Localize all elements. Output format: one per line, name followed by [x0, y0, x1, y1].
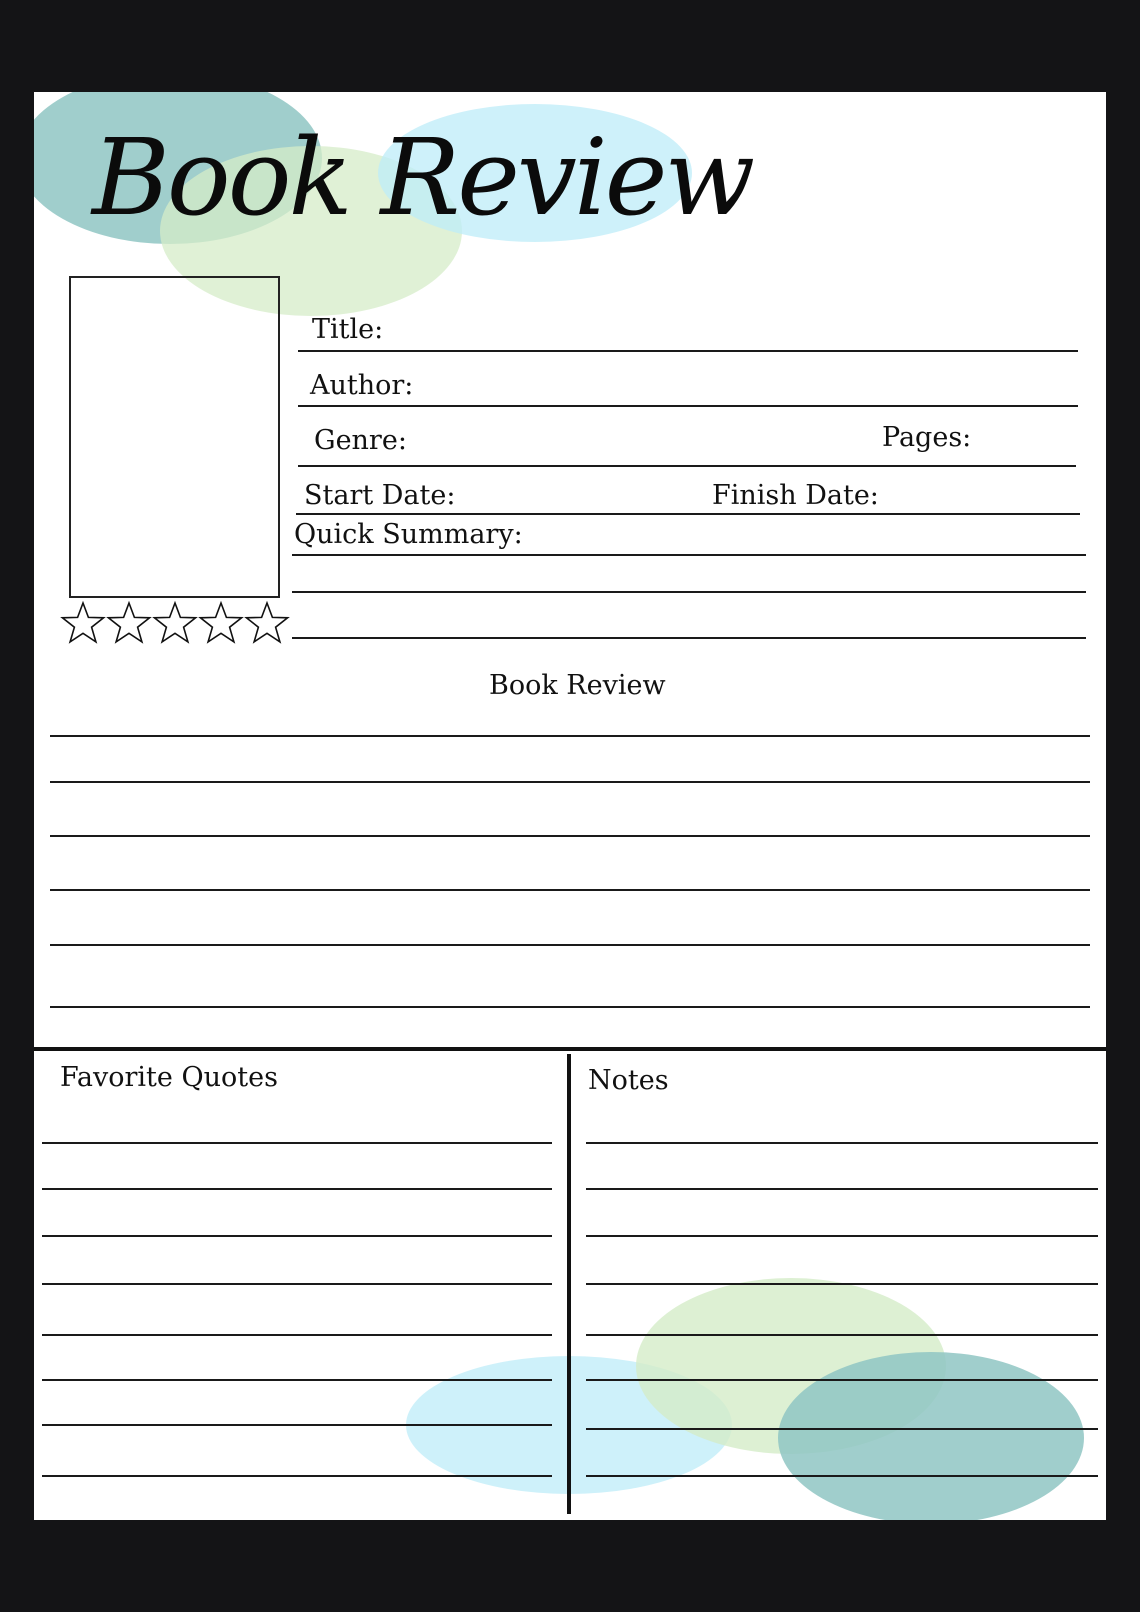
notes-line[interactable]: [586, 1475, 1098, 1477]
quote-line[interactable]: [42, 1379, 552, 1381]
genre-pages-field-line[interactable]: [298, 465, 1076, 467]
star-outline-icon[interactable]: [198, 600, 244, 646]
review-line[interactable]: [50, 835, 1090, 837]
dates-field-line[interactable]: [296, 513, 1080, 515]
notes-line[interactable]: [586, 1283, 1098, 1285]
notes-line[interactable]: [586, 1379, 1098, 1381]
genre-label: Genre:: [314, 425, 407, 456]
summary-line[interactable]: [292, 591, 1086, 593]
start-date-label: Start Date:: [304, 480, 456, 511]
pages-label: Pages:: [882, 422, 972, 453]
quote-line[interactable]: [42, 1235, 552, 1237]
star-outline-icon[interactable]: [244, 600, 290, 646]
decor-blob-teal-bottom: [778, 1352, 1084, 1520]
star-outline-icon[interactable]: [106, 600, 152, 646]
review-line[interactable]: [50, 889, 1090, 891]
notes-line[interactable]: [586, 1428, 1098, 1430]
review-line[interactable]: [50, 944, 1090, 946]
review-heading: Book Review: [489, 670, 666, 701]
quote-line[interactable]: [42, 1424, 552, 1426]
title-label: Title:: [312, 314, 384, 345]
quote-line[interactable]: [42, 1334, 552, 1336]
summary-line[interactable]: [292, 554, 1086, 556]
summary-line[interactable]: [292, 637, 1086, 639]
quote-line[interactable]: [42, 1283, 552, 1285]
notes-line[interactable]: [586, 1235, 1098, 1237]
quick-summary-label: Quick Summary:: [294, 519, 523, 550]
page-title: Book Review: [92, 116, 753, 239]
review-line[interactable]: [50, 781, 1090, 783]
author-label: Author:: [310, 370, 414, 401]
book-cover-box[interactable]: [69, 276, 280, 598]
review-page: [34, 92, 1106, 1520]
star-outline-icon[interactable]: [60, 600, 106, 646]
favorite-quotes-heading: Favorite Quotes: [60, 1062, 278, 1093]
review-line[interactable]: [50, 1006, 1090, 1008]
star-rating[interactable]: [60, 600, 290, 646]
title-field-line[interactable]: [298, 350, 1078, 352]
column-divider: [567, 1054, 571, 1514]
quote-line[interactable]: [42, 1142, 552, 1144]
section-divider: [34, 1047, 1106, 1051]
quote-line[interactable]: [42, 1188, 552, 1190]
notes-line[interactable]: [586, 1334, 1098, 1336]
author-field-line[interactable]: [298, 405, 1078, 407]
review-line[interactable]: [50, 735, 1090, 737]
notes-heading: Notes: [588, 1065, 669, 1096]
star-outline-icon[interactable]: [152, 600, 198, 646]
notes-line[interactable]: [586, 1188, 1098, 1190]
quote-line[interactable]: [42, 1475, 552, 1477]
finish-date-label: Finish Date:: [712, 480, 879, 511]
notes-line[interactable]: [586, 1142, 1098, 1144]
